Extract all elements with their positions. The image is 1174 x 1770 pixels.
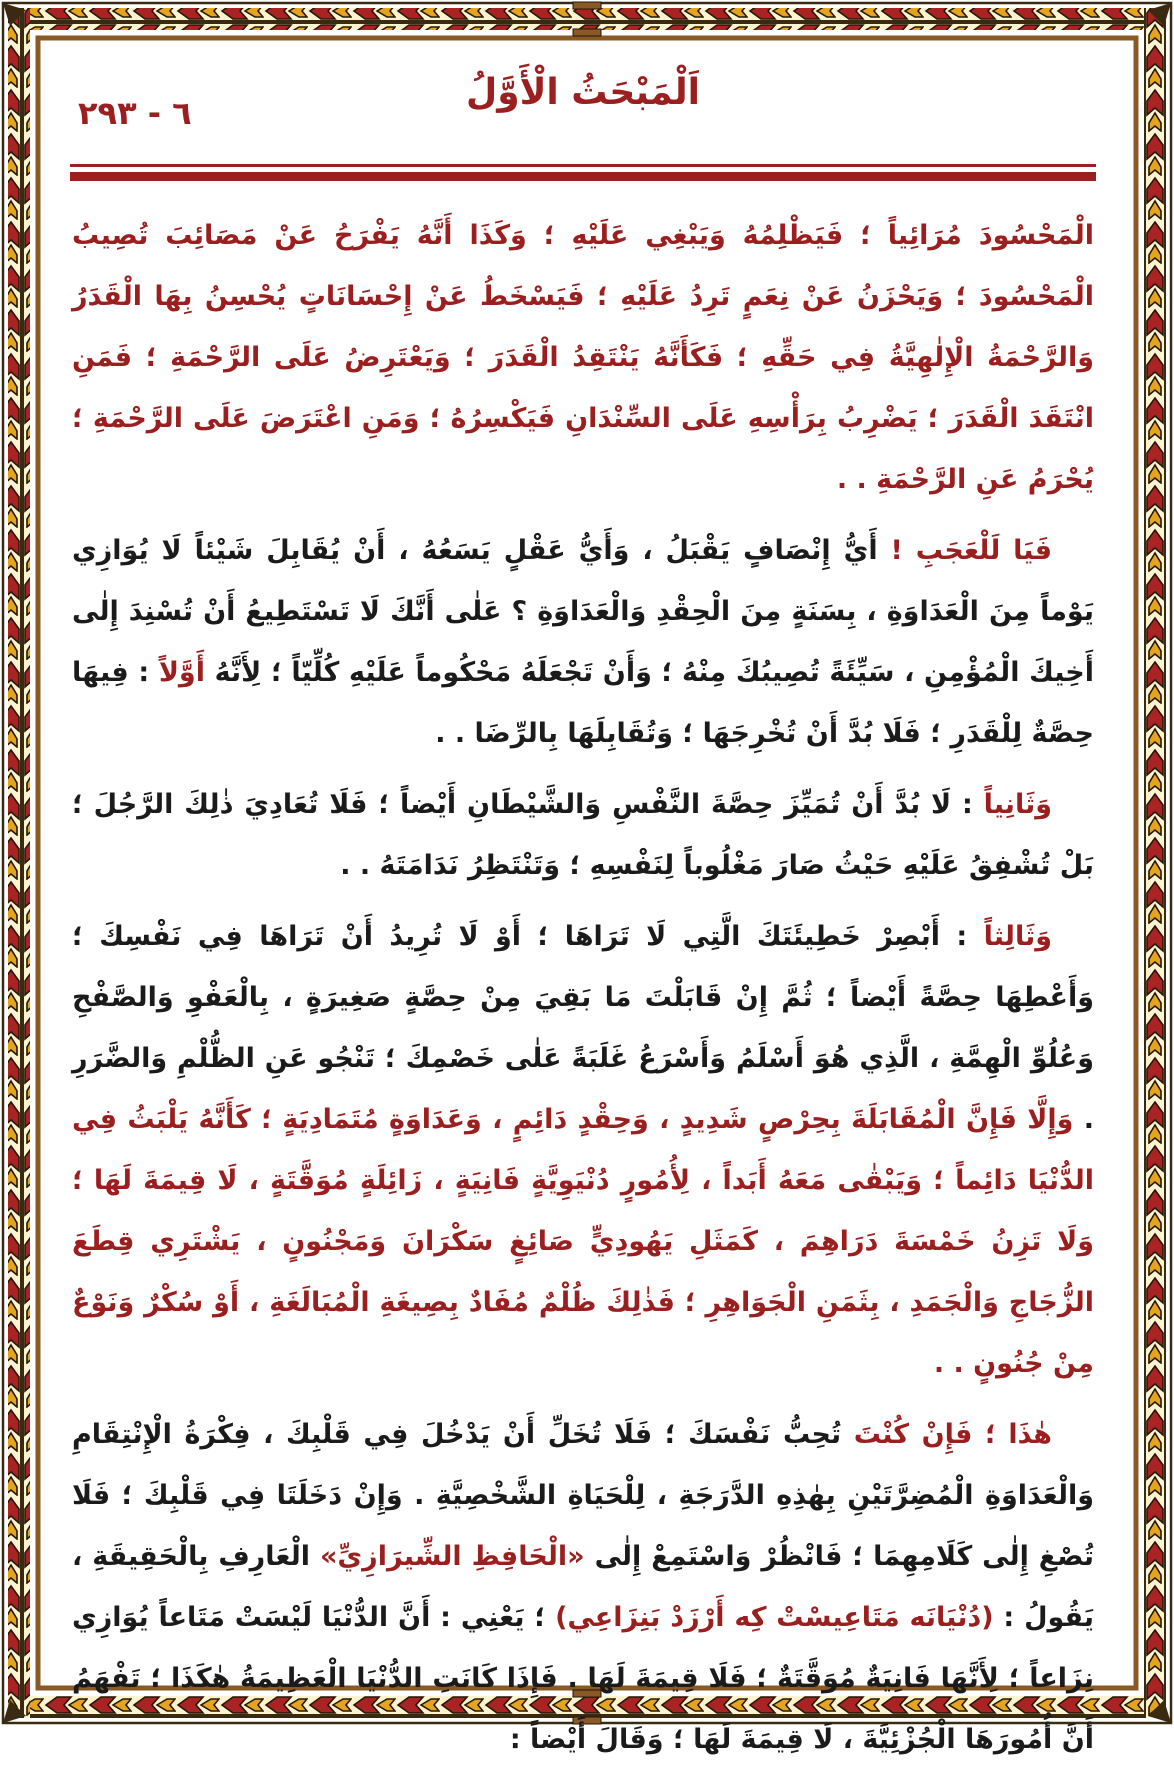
text-segment: الْعَارِفِ بِالْحَقِيقَةِ ، يَقُولُ : <box>72 1541 1094 1633</box>
frame-band-top <box>8 8 1166 30</box>
frame-tab-top-inner <box>573 29 601 36</box>
paragraph <box>72 520 1094 764</box>
text-segment: وَثَالِثاً <box>983 921 1052 952</box>
paragraph <box>72 906 1094 1394</box>
page-number: ٦ - ٢٩٣ <box>78 94 192 132</box>
paragraph <box>72 1404 1094 1770</box>
paragraph <box>72 774 1094 896</box>
text-segment: ؛ يَعْنِي : أَنَّ الدُّنْيَا لَيْسَتْ مَتَاعاً يُوَازِي نِزَاعاً ؛ لِأَنَّهَا فَانِيَةٌ مُوَقَّتَةٌ ؛ فَلَا قِيمَةَ لَهَا . فَإِذَا كَانَتِ الدُّنْيَا الْعَظِيمَةُ هٰكَذَا ؛ تَفْهَمُ أَنَّ أُمُورَهَا الْجُزْئِيَّةَ ، لَا قِيمَةَ لَهَا ؛ وَقَالَ أَيْضاً : <box>72 1602 1094 1755</box>
frame-tab-top-outer <box>573 2 601 9</box>
text-segment: وَثَانِياً <box>983 789 1052 820</box>
text-segment: : أَبْصِرْ خَطِيئَتَكَ الَّتِي لَا تَرَاهَا ؛ أَوْ لَا تُرِيدُ أَنْ تَرَاهَا فِي نَفْسِكَ ؛ وَأَعْطِهَا حِصَّةً أَيْضاً ؛ ثُمَّ إِنْ قَابَلْتَ مَا بَقِيَ مِنْ حِصَّةٍ صَغِيرَةٍ ، بِالْعَفْوِ وَالصَّفْحِ وَعُلُوِّ الْهِمَّةِ ، الَّذِي هُوَ أَسْلَمُ وَأَسْرَعُ غَلَبَةً عَلٰى خَصْمِكَ ؛ تَنْجُو عَنِ الظُّلْمِ وَالضَّرَرِ . <box>72 921 1094 1135</box>
text-segment: أَوَّلاً <box>158 657 205 688</box>
text-segment: فَيَا لَلْعَجَبِ ! <box>877 535 1053 566</box>
page-header <box>64 72 1102 164</box>
text-segment: «الْحَافِظِ الشِّيرَازِيِّ» <box>319 1541 585 1572</box>
text-segment: تُحِبُّ نَفْسَكَ ؛ فَلَا تُخَلِّ أَنْ يَدْخُلَ فِي قَلْبِكَ ، فِكْرَةُ الْإِنْتِقَامِ وَالْعَدَاوَةِ الْمُضِرَّتَيْنِ بِهٰذِهِ الدَّرَجَةِ ، لِلْحَيَاةِ الشَّخْصِيَّةِ . وَإِنْ دَخَلَتَا فِي قَلْبِكَ ؛ فَلَا تُصْغِ إِلٰى كَلَامِهِمَا ؛ فَانْظُرْ وَاسْتَمِعْ إِلٰى <box>72 1419 1094 1572</box>
text-segment: هٰذَا ؛ فَإِنْ كُنْتَ <box>841 1419 1052 1450</box>
text-segment: وَإِلَّا فَإِنَّ الْمُقَابَلَةَ بِحِرْصٍ شَدِيدٍ ، وَحِقْدٍ دَائِمٍ ، وَعَدَاوَةٍ مُتَمَادِيَةٍ ؛ كَأَنَّهُ يَلْبَثُ فِي الدُّنْيَا دَائِماً ؛ وَيَبْقٰى مَعَهُ أَبَداً ، لِأُمُورٍ دُنْيَوِيَّةٍ فَانِيَةٍ ، زَائِلَةٍ مُوَقَّتَةٍ ، لَا قِيمَةَ لَهَا ؛ وَلَا تَزِنُ خَمْسَةَ دَرَاهِمَ ، كَمَثَلِ يَهُودِيٍّ صَائِغٍ سَكْرَانَ وَمَجْنُونٍ ، يَشْتَرِي قِطَعَ الزُّجَاجِ وَالْجَمَدِ ، بِثَمَنِ الْجَوَاهِرِ ؛ فَذٰلِكَ ظُلْمٌ مُفَادٌ بِصِيغَةِ الْمُبَالَغَةِ ، أَوْ سُكْرٌ وَنَوْعٌ مِنْ جُنُونٍ . . <box>72 1104 1094 1379</box>
text-segment: (دُنْيَانَه مَتَاعِيسْتْ كِه أَرْزَدْ بَنِزَاعِي) <box>555 1602 994 1633</box>
text-segment: : لَا بُدَّ أَنْ تُمَيِّزَ حِصَّةَ النَّفْسِ وَالشَّيْطَانِ أَيْضاً ؛ فَلَا تُعَادِيَ ذٰلِكَ الرَّجُلَ ؛ بَلْ تُشْفِقُ عَلَيْهِ حَيْثُ صَارَ مَغْلُوباً لِنَفْسِهِ ؛ وَتَنْتَظِرُ نَدَامَتَهُ . . <box>72 789 1094 881</box>
page-content <box>64 58 1102 1755</box>
body-text <box>64 199 1102 1770</box>
paragraph <box>72 205 1094 510</box>
frame-band-right <box>1144 8 1166 1718</box>
text-segment: أَيُّ إِنْصَافٍ يَقْبَلُ ، وَأَيُّ عَقْلٍ يَسَعُهُ ، أَنْ يُقَابِلَ شَيْئاً لَا يُوَازِي يَوْماً مِنَ الْعَدَاوَةِ ، بِسَنَةٍ مِنَ الْحِقْدِ وَالْعَدَاوَةِ ؟ عَلٰى أَنَّكَ لَا تَسْتَطِيعُ أَنْ تُسْنِدَ إِلٰى أَخِيكَ الْمُؤْمِنِ ، سَيِّئَةً تُصِيبُكَ مِنْهُ ؛ وَأَنْ تَجْعَلَهُ مَحْكُوماً عَلَيْهِ كُلِّيّاً ؛ لِأَنَّهُ <box>72 535 1095 688</box>
text-segment: : فِيهَا حِصَّةٌ لِلْقَدَرِ ؛ فَلَا بُدَّ أَنْ تُخْرِجَهَا ؛ وَتُقَابِلَهَا بِالرِّضَا . . <box>72 657 1094 749</box>
header-rule <box>70 164 1096 181</box>
text-segment: الْمَحْسُودَ مُرَائِياً ؛ فَيَظْلِمُهُ وَيَبْغِي عَلَيْهِ ؛ وَكَذَا أَنَّهُ يَفْرَحُ عَنْ مَصَائِبَ تُصِيبُ الْمَحْسُودَ ؛ وَيَحْزَنُ عَنْ نِعَمٍ تَرِدُ عَلَيْهِ ؛ فَيَسْخَطُ عَنْ إِحْسَانَاتٍ يُحْسِنُ بِهَا الْقَدَرُ وَالرَّحْمَةُ الْإِلٰهِيَّةُ فِي حَقِّهِ ؛ فَكَأَنَّهُ يَنْتَقِدُ الْقَدَرَ ؛ وَيَعْتَرِضُ عَلَى الرَّحْمَةِ ؛ فَمَنِ انْتَقَدَ الْقَدَرَ ؛ يَضْرِبُ بِرَأْسِهِ عَلَى السِّنْدَانِ فَيَكْسِرُهُ ؛ وَمَنِ اعْتَرَضَ عَلَى الرَّحْمَةِ ؛ يُحْرَمُ عَنِ الرَّحْمَةِ . . <box>72 220 1094 495</box>
frame-band-left <box>8 8 30 1718</box>
page-title: اَلْمَبْحَثُ الْأَوَّلُ <box>465 72 701 113</box>
